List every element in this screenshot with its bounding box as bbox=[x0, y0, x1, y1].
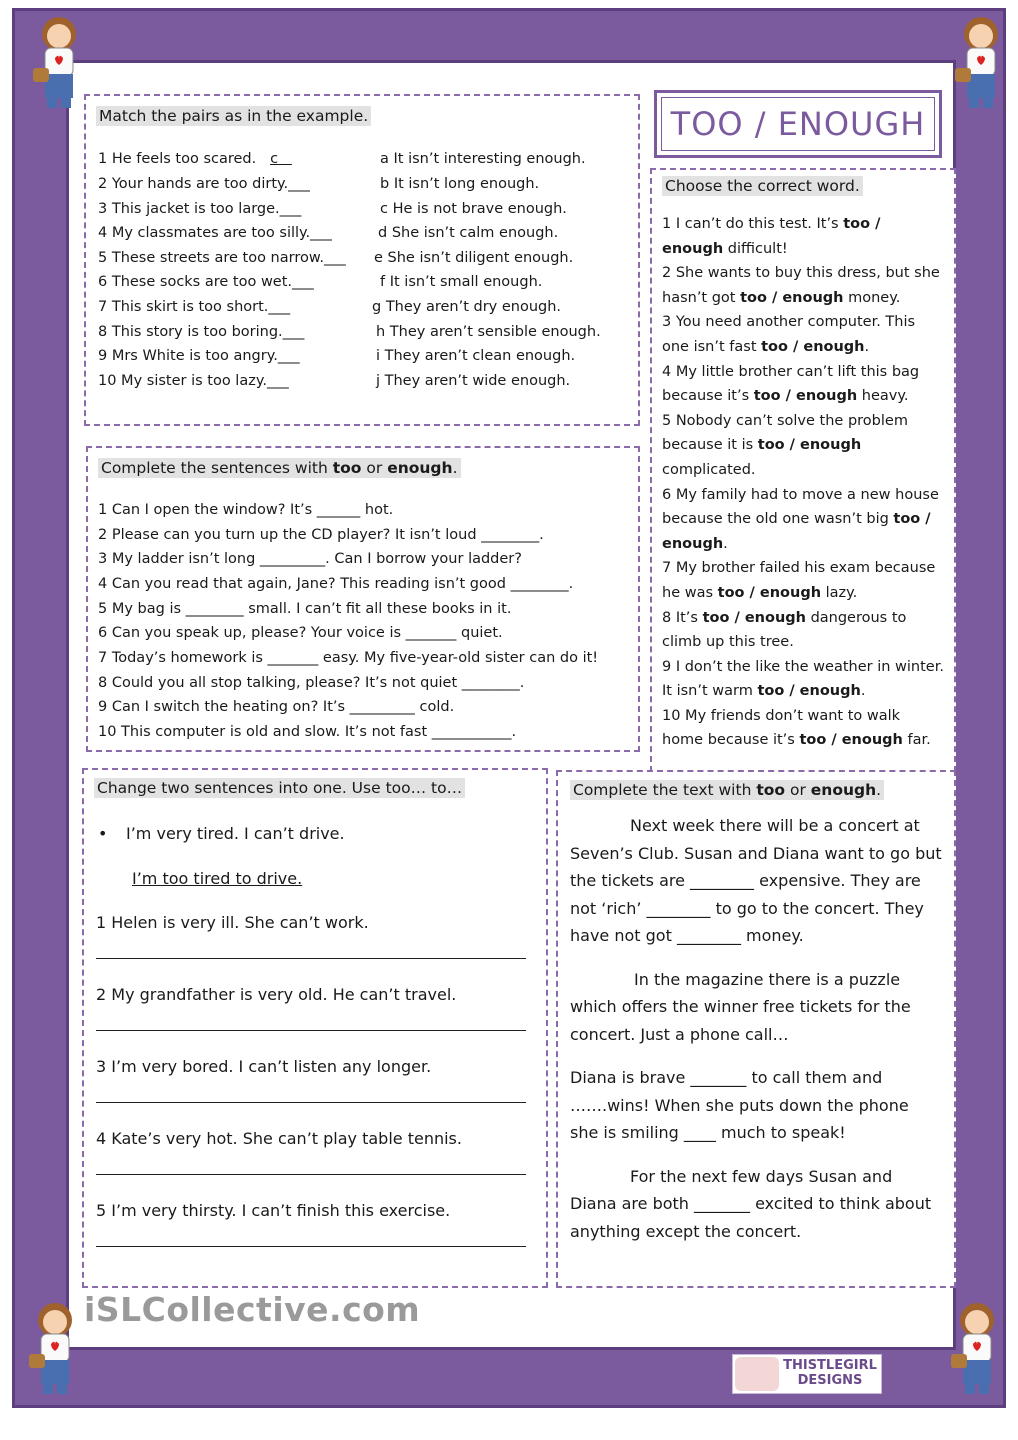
complete-item: 2 Please can you turn up the CD player? It isn’t loud ________. bbox=[98, 527, 544, 543]
girl-clipart-bottom-right bbox=[946, 1298, 1008, 1402]
choose-item: 5 Nobody can’t solve the problem because it is too / enough complicated. bbox=[662, 412, 908, 478]
match-right-item: h They aren’t sensible enough. bbox=[376, 324, 601, 340]
example-sentence: I’m very tired. I can’t drive. bbox=[126, 824, 345, 843]
title-box bbox=[654, 90, 942, 158]
match-left-item: 4 My classmates are too silly.___ bbox=[98, 225, 332, 241]
match-right-item: b It isn’t long enough. bbox=[380, 176, 540, 192]
complete-item: 4 Can you read that again, Jane? This reading isn’t good ________. bbox=[98, 576, 574, 592]
text-paragraph: Diana is brave _______ to call them and …….wins! When she puts down the phone she is smiling ____ much to speak! bbox=[570, 1068, 909, 1142]
girl-clipart-top-left bbox=[28, 12, 90, 116]
answer-line[interactable] bbox=[96, 1030, 526, 1031]
match-right-item: f It isn’t small enough. bbox=[380, 274, 543, 290]
complete-item: 8 Could you all stop talking, please? It’s not quiet ________. bbox=[98, 675, 525, 691]
answer-line[interactable] bbox=[96, 1174, 526, 1175]
complete-item: 1 Can I open the window? It’s ______ hot. bbox=[98, 502, 394, 518]
match-right-item: c He is not brave enough. bbox=[380, 201, 567, 217]
complete-sentences-section bbox=[86, 446, 640, 752]
girl-clipart-bottom-left bbox=[24, 1298, 86, 1402]
match-left-item: 9 Mrs White is too angry.___ bbox=[98, 348, 300, 364]
change-header: Change two sentences into one. Use too… to… bbox=[94, 778, 465, 798]
logo-face-icon bbox=[735, 1357, 779, 1391]
match-left-item: 1 He feels too scared. c bbox=[98, 151, 279, 167]
answer-line[interactable] bbox=[96, 1102, 526, 1103]
choose-item: 10 My friends don’t want to walk home because it’s too / enough far. bbox=[662, 707, 931, 749]
choose-word-section bbox=[650, 168, 956, 772]
text-header: Complete the text with too or enough. bbox=[570, 780, 884, 800]
change-item: 1 Helen is very ill. She can’t work. bbox=[96, 913, 369, 932]
watermark: iSLCollective.com bbox=[84, 1290, 421, 1329]
match-left-item: 10 My sister is too lazy.___ bbox=[98, 373, 289, 389]
example-answer: I’m too tired to drive. bbox=[132, 869, 303, 888]
complete-item: 6 Can you speak up, please? Your voice is _______ quiet. bbox=[98, 625, 503, 641]
match-pairs-section bbox=[84, 94, 640, 426]
text-paragraph: In the magazine there is a puzzle which offers the winner free tickets for the concert. Just a phone call… bbox=[570, 969, 911, 1044]
match-left-item: 2 Your hands are too dirty.___ bbox=[98, 176, 310, 192]
example-bullet: • bbox=[98, 824, 108, 843]
choose-item: 2 She wants to buy this dress, but she hasn’t got too / enough money. bbox=[662, 265, 940, 306]
complete-item: 7 Today’s homework is _______ easy. My five-year-old sister can do it! bbox=[98, 650, 599, 666]
thistlegirl-logo: THISTLEGIRL DESIGNS bbox=[732, 1354, 882, 1394]
choose-item: 6 My family had to move a new house because the old one wasn’t big too / enough. bbox=[662, 486, 939, 552]
complete-item: 3 My ladder isn’t long _________. Can I borrow your ladder? bbox=[98, 551, 522, 567]
choose-item: 3 You need another computer. This one isn’t fast too / enough. bbox=[662, 314, 916, 355]
match-left-item: 8 This story is too boring.___ bbox=[98, 324, 305, 340]
complete-item: 5 My bag is ________ small. I can’t fit all these books in it. bbox=[98, 601, 512, 617]
match-right-item: a It isn’t interesting enough. bbox=[380, 151, 586, 167]
match-example-answer: c bbox=[270, 151, 279, 167]
change-item: 2 My grandfather is very old. He can’t travel. bbox=[96, 985, 457, 1004]
match-left-item: 3 This jacket is too large.___ bbox=[98, 201, 302, 217]
girl-clipart-top-right bbox=[950, 12, 1012, 116]
choose-item: 1 I can’t do this test. It’s too / enough difficult! bbox=[662, 216, 881, 257]
complete-item: 9 Can I switch the heating on? It’s _________ cold. bbox=[98, 699, 455, 715]
match-right-item: g They aren’t dry enough. bbox=[372, 299, 562, 315]
change-item: 3 I’m very bored. I can’t listen any longer. bbox=[96, 1057, 432, 1076]
match-right-item: e She isn’t diligent enough. bbox=[374, 250, 574, 266]
change-sentences-section bbox=[82, 768, 548, 1288]
complete-item: 10 This computer is old and slow. It’s not fast ___________. bbox=[98, 724, 517, 740]
page-title: TOO / ENOUGH bbox=[661, 97, 935, 151]
match-right-item: d She isn’t calm enough. bbox=[378, 225, 559, 241]
complete-header: Complete the sentences with too or enough. bbox=[98, 458, 461, 478]
choose-item: 7 My brother failed his exam because he was too / enough lazy. bbox=[662, 560, 936, 601]
text-paragraph: For the next few days Susan and Diana are both _______ excited to think about anything except the concert. bbox=[570, 1166, 932, 1241]
match-right-item: j They aren’t wide enough. bbox=[376, 373, 571, 389]
match-header: Match the pairs as in the example. bbox=[96, 106, 371, 126]
match-left-item: 5 These streets are too narrow.___ bbox=[98, 250, 346, 266]
match-right-item: i They aren’t clean enough. bbox=[376, 348, 576, 364]
choose-header: Choose the correct word. bbox=[662, 176, 863, 196]
change-item: 4 Kate’s very hot. She can’t play table tennis. bbox=[96, 1129, 462, 1148]
answer-line[interactable] bbox=[96, 1246, 526, 1247]
match-left-item: 7 This skirt is too short.___ bbox=[98, 299, 291, 315]
answer-line[interactable] bbox=[96, 958, 526, 959]
choose-item: 9 I don’t the like the weather in winter. It isn’t warm too / enough. bbox=[662, 658, 944, 700]
change-item: 5 I’m very thirsty. I can’t finish this exercise. bbox=[96, 1201, 451, 1220]
text-paragraph: Next week there will be a concert at Seven’s Club. Susan and Diana want to go but the tickets are ________ expensive. They are not ‘rich’ ________ to go to the concert. They have not got ________ money. bbox=[570, 816, 942, 945]
match-left-item: 6 These socks are too wet.___ bbox=[98, 274, 314, 290]
choose-item: 4 My little brother can’t lift this bag because it’s too / enough heavy. bbox=[662, 363, 920, 405]
choose-item: 8 It’s too / enough dangerous to climb up this tree. bbox=[662, 609, 907, 651]
complete-text-section bbox=[556, 770, 956, 1288]
